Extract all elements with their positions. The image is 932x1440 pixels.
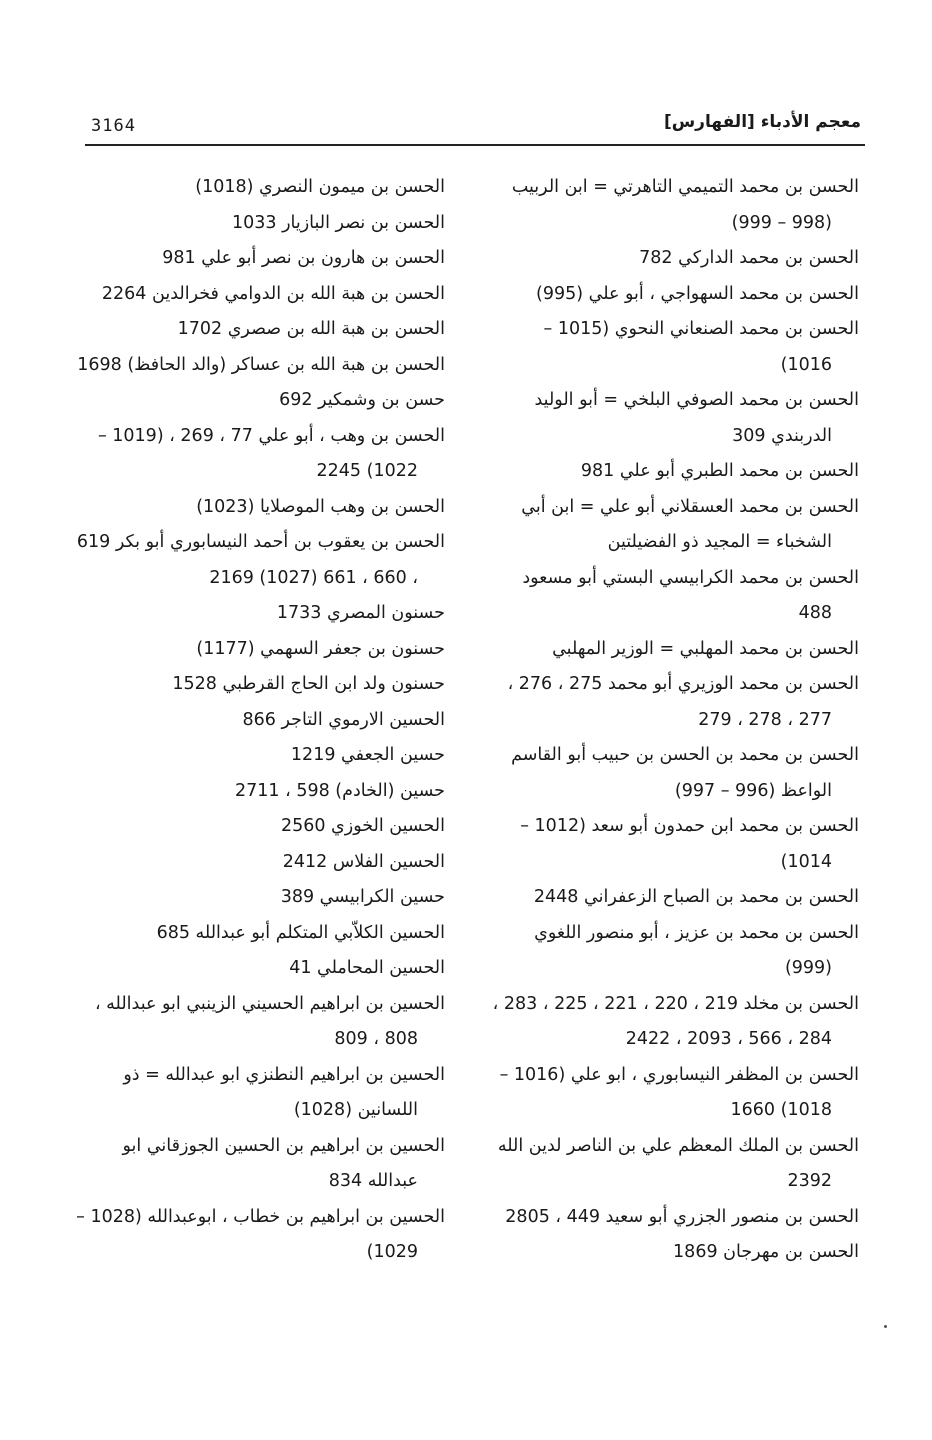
index-entry: حسين (الخادم) 598 ، 2711 <box>235 780 445 801</box>
index-entry: الحسن بن ميمون النصري (1018) <box>195 177 445 197</box>
index-entry: الحسن بن هارون بن نصر أبو علي 981 <box>162 248 445 268</box>
index-entry: الحسن بن نصر البازيار 1033 <box>231 212 445 233</box>
index-entry: الحسين الكلاّبي المتكلم أبو عبدالله 685 <box>156 922 445 943</box>
index-entry: الحسن بن منصور الجزري أبو سعيد 449 ، 2805 <box>505 1206 859 1227</box>
index-entry: الحسين الفلاس 2412 <box>282 851 445 872</box>
index-entry: الحسن بن محمد الصنعاني النحوي (1015 – 1016) <box>543 319 859 375</box>
index-entry: الحسن بن وهب ، أبو علي 77 ، 269 ، (1019 – 1022) 2245 <box>97 425 445 481</box>
index-column-right <box>487 170 859 1271</box>
page-header <box>85 110 865 146</box>
index-entry: الحسن بن وهب الموصلايا (1023) <box>196 496 445 517</box>
index-entry: الحسن بن محمد التميمي التاهرتي = ابن الربيب (998 – 999) <box>511 177 859 233</box>
index-entry: الحسن بن هبة الله بن الدوامي فخرالدين 2264 <box>101 283 445 304</box>
index-entry: الحسين بن ابراهيم الحسيني الزينبي ابو عبدالله ، 808 ، 809 <box>94 993 445 1049</box>
index-entry: الحسن بن مهرجان 1869 <box>673 1242 859 1262</box>
index-entry: الحسن بن محمد السهواجي ، أبو علي (995) <box>535 283 859 304</box>
index-entry: الحسن بن محمد الوزيري أبو محمد 275 ، 276 ، 277 ، 278 ، 279 <box>507 674 859 730</box>
index-entry: حسن بن وشمكير 692 <box>279 390 445 410</box>
index-entry: الحسن بن محمد الداركي 782 <box>639 248 859 268</box>
index-entry: الحسن بن محمد المهلبي = الوزير المهلبي <box>552 638 859 659</box>
index-entry: الحسن بن محمد العسقلاني أبو علي = ابن أبي الشخباء = المجيد ذو الفضيلتين <box>521 496 859 552</box>
index-entry: الحسن بن هبة الله بن صصري 1702 <box>177 319 445 339</box>
index-entry: الحسن بن محمد الصوفي البلخي = أبو الوليد الدربندي 309 <box>534 390 859 446</box>
index-entry: الحسن بن محمد بن الصباح الزعفراني 2448 <box>533 887 859 907</box>
index-entry: الحسن بن يعقوب بن أحمد النيسابوري أبو بكر 619 ، 660 ، 661 (1027) 2169 <box>76 532 445 588</box>
index-entry: الحسين الارموي التاجر 866 <box>242 709 445 730</box>
index-entry: الحسين بن ابراهيم بن الحسين الجوزقاني ابو عبدالله 834 <box>122 1135 445 1191</box>
index-entry: الحسين الخوزي 2560 <box>280 816 445 836</box>
index-entry: الحسن بن هبة الله بن عساكر (والد الحافظ) 1698 <box>77 354 445 375</box>
index-entry: حسنون بن جعفر السهمي (1177) <box>196 638 445 659</box>
index-entry: الحسن بن الملك المعظم علي بن الناصر لدين الله 2392 <box>497 1135 859 1191</box>
index-entry: الحسن بن محمد بن الحسن بن حبيب أبو القاسم الواعظ (996 – 997) <box>511 745 859 801</box>
scan-speck <box>884 1325 887 1328</box>
index-entry: الحسن بن محمد الكرابيسي البستي أبو مسعود 488 <box>522 567 859 623</box>
index-entry: الحسن بن محمد بن عزيز ، أبو منصور اللغوي (999) <box>534 922 859 978</box>
index-entry: الحسن بن محمد الطبري أبو علي 981 <box>580 461 859 481</box>
index-entry: الحسن بن محمد ابن حمدون أبو سعد (1012 – 1014) <box>520 816 859 872</box>
index-entry: حسين الكرابيسي 389 <box>280 887 445 907</box>
index-column-left <box>73 170 445 1271</box>
index-entry: الحسن بن المظفر النيسابوري ، ابو علي (1016 – 1018) 1660 <box>499 1064 859 1120</box>
index-entry: حسنون المصري 1733 <box>276 603 445 623</box>
index-entry: الحسين بن ابراهيم بن خطاب ، ابوعبدالله (1028 – 1029) <box>76 1206 445 1262</box>
index-entry: حسنون ولد ابن الحاج القرطبي 1528 <box>172 674 445 694</box>
page-number: 3164 <box>91 116 136 136</box>
index-entry: الحسن بن مخلد 219 ، 220 ، 221 ، 225 ، 283 ، 284 ، 566 ، 2093 ، 2422 <box>492 993 859 1049</box>
index-entry: حسين الجعفي 1219 <box>290 745 445 765</box>
index-entry: الحسين بن ابراهيم النطنزي ابو عبدالله = ذو اللسانين (1028) <box>123 1064 445 1120</box>
index-entry: الحسين المحاملي 41 <box>289 958 445 978</box>
running-title: معجم الأدباء [الفهارس] <box>663 112 861 132</box>
